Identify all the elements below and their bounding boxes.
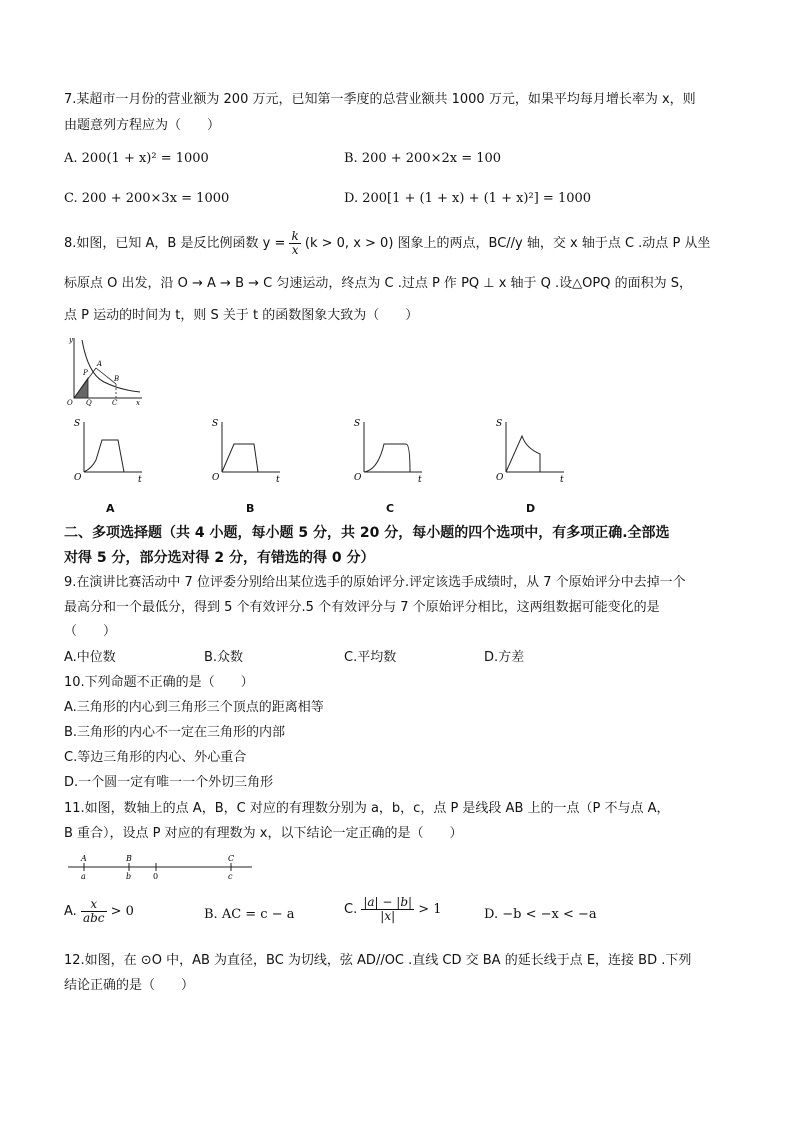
q11-option-a-label: A. (64, 904, 77, 919)
q8-graph-c-o: O (354, 473, 362, 483)
q8-graph-a-label: A (106, 502, 115, 515)
q8-graph-d-s: S (496, 419, 503, 429)
q8-fig-q-label: Q (86, 399, 92, 406)
q11-option-c-fraction (361, 896, 414, 923)
q9-stem-line1: 9.在演讲比赛活动中 7 位评委分别给出某位选手的原始评分.评定该选手成绩时，从 7 个原始评分中去掉一个 (64, 575, 686, 590)
q8-choice-graphs (66, 416, 626, 516)
q11-value-b: b (126, 872, 132, 881)
q11-option-d: D. −b < −x < −a (484, 907, 597, 922)
q8-graph-c-t: t (418, 475, 422, 485)
q8-graph-c-label: C (386, 502, 395, 515)
q8-graph-b (206, 416, 286, 488)
q11-point-a: A (81, 854, 87, 863)
q11-value-zero: 0 (153, 872, 159, 881)
q8-graph-d-o: O (496, 473, 504, 483)
q11-option-a-denominator: abc (82, 911, 105, 925)
q8-graph-a (66, 416, 146, 488)
q11-option-c-label: C. (344, 902, 358, 917)
q8-stem-line2: 标原点 O 出发，沿 O → A → B → C 匀速运动，终点为 C .过点 P 作 PQ ⊥ x 轴于 Q .设△OPQ 的面积为 S， (64, 276, 692, 291)
q8-graph-b-o: O (212, 473, 220, 483)
q10-option-b: B.三角形的内心不一定在三角形的内部 (64, 725, 286, 740)
q7-stem-line1: 7.某超市一月份的营业额为 200 万元，已知第一季度的总营业额共 1000 万元，如果平均每月增长率为 x，则 (64, 92, 696, 107)
q11-option-a (64, 898, 134, 925)
q10-option-a: A.三角形的内心到三角形三个顶点的距离相等 (64, 700, 324, 715)
q11-option-a-rest: > 0 (110, 904, 134, 919)
q11-option-c-rest: > 1 (418, 902, 442, 917)
q10-option-c: C.等边三角形的内心、外心重合 (64, 750, 247, 765)
q8-graph-a-t: t (138, 475, 142, 485)
q8-hyperbola-figure (64, 334, 146, 406)
q7-option-d: D. 200[1 + (1 + x) + (1 + x)²] = 1000 (344, 191, 592, 206)
q10-stem: 10.下列命题不正确的是（ ） (64, 675, 254, 690)
q8-fraction-denominator: x (291, 243, 299, 257)
q11-number-line (64, 852, 256, 882)
q12-stem-line2: 结论正确的是（ ） (64, 978, 195, 993)
q11-value-c: c (228, 872, 233, 881)
q8-graph-c (348, 416, 428, 488)
q8-graph-b-label: B (246, 502, 255, 515)
q12-stem-line1: 12.如图，在 ⊙O 中，AB 为直径，BC 为切线，弦 AD//OC .直线 CD 交 BA 的延长线于点 E，连接 BD .下列 (64, 953, 692, 968)
q8-fraction-numerator: k (291, 229, 299, 243)
q9-option-c: C.平均数 (344, 650, 397, 665)
q7-stem-line2: 由题意列方程应为（ ） (64, 118, 221, 133)
q8-graph-c-s: S (354, 419, 361, 429)
q8-fig-b-label: B (114, 375, 120, 383)
section-2-title-line2: 对得 5 分，部分选对得 2 分，有错选的得 0 分） (64, 550, 375, 566)
q8-function-fraction (289, 230, 300, 257)
q11-value-a: a (81, 872, 86, 881)
q8-graph-a-o: O (74, 473, 82, 483)
q11-option-c-denominator: |x| (380, 909, 396, 923)
q11-stem-line2: B 重合），设点 P 对应的有理数为 x，以下结论一定正确的是（ ） (64, 826, 463, 841)
q11-point-c: C (228, 854, 235, 863)
q8-fig-o-label: O (67, 399, 73, 406)
q9-stem-line3: （ ） (64, 624, 117, 639)
q8-stem-line1 (64, 230, 710, 257)
q11-point-b: B (126, 854, 132, 863)
q8-fig-c-label: C (112, 399, 118, 406)
q8-stem-line1-end: (k > 0, x > 0) 图象上的两点，BC//y 轴，交 x 轴于点 C .动点 P 从坐 (304, 236, 711, 251)
q9-option-d: D.方差 (484, 650, 525, 665)
q8-graph-d-t: t (560, 475, 564, 485)
q8-fig-y-label: y (69, 336, 73, 344)
q11-stem-line1: 11.如图，数轴上的点 A，B，C 对应的有理数分别为 a，b，c，点 P 是线段 AB 上的一点（P 不与点 A， (64, 801, 670, 816)
q11-option-a-fraction (81, 898, 107, 925)
q10-option-d: D.一个圆一定有唯一一个外切三角形 (64, 775, 274, 790)
q9-option-b: B.众数 (204, 650, 244, 665)
q8-graph-d (490, 416, 570, 488)
q11-option-a-numerator: x (81, 898, 107, 912)
q8-stem-line3: 点 P 运动的时间为 t，则 S 关于 t 的函数图象大致为（ ） (64, 308, 419, 323)
q11-option-c-numerator: |a| − |b| (363, 895, 413, 909)
q8-fig-x-label: x (136, 399, 140, 406)
q7-option-b: B. 200 + 200×2x = 100 (344, 151, 502, 166)
q8-graph-a-s: S (74, 419, 81, 429)
q8-graph-b-s: S (212, 419, 219, 429)
q7-option-a: A. 200(1 + x)² = 1000 (64, 151, 209, 166)
q8-fig-p-label: P (83, 369, 88, 377)
q9-option-a: A.中位数 (64, 650, 116, 665)
q8-fig-a-label: A (97, 360, 103, 368)
q7-option-c: C. 200 + 200×3x = 1000 (64, 191, 230, 206)
q8-stem-line1-start: 8.如图，已知 A，B 是反比例函数 y = (64, 236, 286, 251)
q9-stem-line2: 最高分和一个最低分，得到 5 个有效评分.5 个有效评分与 7 个原始评分相比，这两组数据可能变化的是 (64, 600, 660, 615)
q11-option-c (344, 896, 442, 923)
q11-option-b: B. AC = c − a (204, 907, 295, 922)
q8-graph-d-label: D (526, 502, 536, 515)
q8-graph-b-t: t (276, 475, 280, 485)
section-2-title-line1: 二、多项选择题（共 4 小题，每小题 5 分，共 20 分，每小题的四个选项中，有多项正确.全部选 (64, 525, 670, 541)
